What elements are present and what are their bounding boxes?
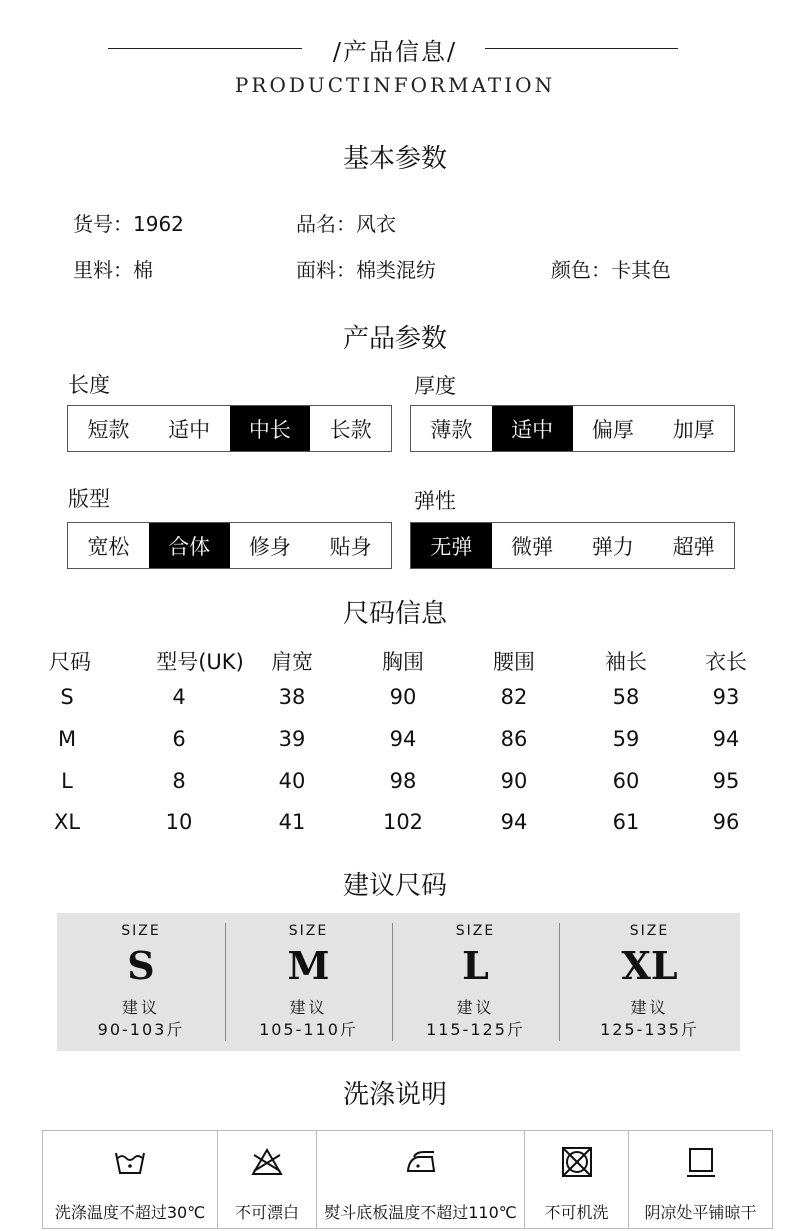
suggest-word: 建议 xyxy=(456,998,495,1017)
wash-table xyxy=(42,1130,773,1229)
param-options-length xyxy=(67,405,392,452)
suggest-word: 建议 xyxy=(121,998,160,1017)
table-row xyxy=(0,810,790,844)
param-option[interactable]: 无弹 xyxy=(411,523,492,568)
wash-text: 洗涤温度不超过30℃ xyxy=(54,1203,206,1222)
wash-item xyxy=(218,1131,317,1228)
size-cell: 94 xyxy=(389,727,417,751)
param-option[interactable]: 加厚 xyxy=(672,417,715,442)
size-letter: XL xyxy=(621,943,678,988)
weight-range: 105-110斤 xyxy=(259,1020,358,1039)
size-cell: S xyxy=(60,685,74,709)
param-label-elasticity: 弹性 xyxy=(414,489,456,513)
info-item-sku xyxy=(73,208,184,237)
size-cell: 82 xyxy=(500,685,528,709)
suggest-word: 建议 xyxy=(630,998,669,1017)
info-item-lining xyxy=(73,254,153,283)
param-options-elasticity xyxy=(410,522,735,569)
suggest-word: 建议 xyxy=(289,998,328,1017)
size-cell: 58 xyxy=(612,685,640,709)
param-option[interactable]: 超弹 xyxy=(672,534,715,559)
param-option[interactable]: 微弹 xyxy=(511,534,554,559)
wash-text: 阴凉处平铺晾干 xyxy=(644,1203,757,1222)
header-title: /产品信息/ xyxy=(332,38,458,66)
size-word: SIZE xyxy=(629,923,670,939)
info-item-fabric xyxy=(296,254,436,283)
header-subtitle: PRODUCTINFORMATION xyxy=(234,73,556,97)
size-cell: 60 xyxy=(612,769,640,793)
recommend-panel xyxy=(57,913,740,1051)
size-cell: 40 xyxy=(278,769,306,793)
param-options-fit xyxy=(67,522,392,569)
size-header-cell: 型号(UK) xyxy=(156,650,244,674)
wash-item xyxy=(525,1131,629,1228)
size-word: SIZE xyxy=(455,923,496,939)
info-item-name xyxy=(296,208,396,237)
size-cell: XL xyxy=(53,810,81,834)
size-header-cell: 尺码 xyxy=(49,650,91,674)
size-cell: 86 xyxy=(500,727,528,751)
param-option[interactable]: 偏厚 xyxy=(591,417,634,442)
param-option[interactable]: 宽松 xyxy=(87,534,130,559)
params-title: 产品参数 xyxy=(342,324,447,354)
weight-range: 125-135斤 xyxy=(600,1020,699,1039)
size-cell: M xyxy=(57,727,77,751)
recommend-item-xl xyxy=(559,913,740,1051)
size-cell: 6 xyxy=(172,727,186,751)
size-cell: 98 xyxy=(389,769,417,793)
param-label-length: 长度 xyxy=(68,373,110,397)
wash-text: 不可机洗 xyxy=(544,1203,609,1222)
info-value: 1962 xyxy=(133,212,184,236)
recommend-item-l xyxy=(392,913,559,1051)
size-cell: 96 xyxy=(712,810,740,834)
weight-range: 90-103斤 xyxy=(97,1020,185,1039)
size-header-cell: 袖长 xyxy=(605,650,647,674)
size-cell: 94 xyxy=(500,810,528,834)
size-info-title: 尺码信息 xyxy=(342,599,447,629)
basic-title: 基本参数 xyxy=(342,144,447,174)
table-row xyxy=(0,685,790,719)
info-item-color xyxy=(551,254,671,283)
size-cell: 38 xyxy=(278,685,306,709)
size-cell: 4 xyxy=(172,685,186,709)
size-header-cell: 衣长 xyxy=(705,650,747,674)
wash-title: 洗涤说明 xyxy=(342,1080,447,1110)
param-label-fit: 版型 xyxy=(68,487,110,511)
info-value: 棉类混纺 xyxy=(356,258,436,282)
info-value: 风衣 xyxy=(356,212,396,236)
recommend-item-s xyxy=(57,913,225,1051)
wash-text: 不可漂白 xyxy=(234,1203,299,1222)
wash-item xyxy=(629,1131,772,1228)
size-header-cell: 胸围 xyxy=(382,650,424,674)
size-cell: 10 xyxy=(165,810,193,834)
size-cell: 95 xyxy=(712,769,740,793)
size-table-header xyxy=(0,646,790,680)
param-option[interactable]: 短款 xyxy=(87,417,130,442)
size-cell: 59 xyxy=(612,727,640,751)
size-cell: 90 xyxy=(389,685,417,709)
weight-range: 115-125斤 xyxy=(426,1020,525,1039)
info-label: 里料： xyxy=(73,258,133,282)
param-option[interactable]: 薄款 xyxy=(430,417,473,442)
info-label: 品名： xyxy=(296,212,356,236)
size-letter: L xyxy=(462,943,489,988)
size-letter: M xyxy=(287,943,330,988)
param-option[interactable]: 适中 xyxy=(492,406,573,451)
wash-text: 熨斗底板温度不超过110℃ xyxy=(324,1203,517,1222)
size-cell: 90 xyxy=(500,769,528,793)
size-cell: 94 xyxy=(712,727,740,751)
info-label: 货号： xyxy=(73,212,133,236)
wash-item xyxy=(317,1131,525,1228)
size-cell: 41 xyxy=(278,810,306,834)
size-cell: 61 xyxy=(612,810,640,834)
size-header-cell: 腰围 xyxy=(493,650,535,674)
recommend-item-m xyxy=(225,913,392,1051)
size-cell: 102 xyxy=(382,810,424,834)
info-value: 卡其色 xyxy=(611,258,671,282)
size-cell: 8 xyxy=(172,769,186,793)
param-option[interactable]: 长款 xyxy=(329,417,372,442)
param-option[interactable]: 弹力 xyxy=(591,534,634,559)
wash-item xyxy=(43,1131,218,1228)
param-option[interactable]: 贴身 xyxy=(329,534,372,559)
iron-icon xyxy=(404,1145,438,1179)
table-row xyxy=(0,769,790,803)
table-row xyxy=(0,727,790,761)
line-dry-shade-icon xyxy=(684,1145,718,1179)
param-option[interactable]: 合体 xyxy=(149,523,230,568)
size-word: SIZE xyxy=(288,923,329,939)
no-machine-wash-icon xyxy=(560,1145,594,1179)
param-label-thickness: 厚度 xyxy=(414,374,456,398)
param-option[interactable]: 适中 xyxy=(168,417,211,442)
info-label: 面料： xyxy=(296,258,356,282)
size-cell: 39 xyxy=(278,727,306,751)
no-bleach-icon xyxy=(250,1145,284,1179)
param-option[interactable]: 修身 xyxy=(248,534,291,559)
info-value: 棉 xyxy=(133,258,153,282)
size-word: SIZE xyxy=(121,923,161,939)
param-options-thickness xyxy=(410,405,735,452)
size-cell: 93 xyxy=(712,685,740,709)
recommend-title: 建议尺码 xyxy=(342,871,447,901)
wash-tub-icon xyxy=(113,1145,147,1179)
param-option[interactable]: 中长 xyxy=(230,406,311,451)
info-label: 颜色： xyxy=(551,258,611,282)
size-letter: S xyxy=(127,943,155,988)
size-header-cell: 肩宽 xyxy=(271,650,313,674)
size-cell: L xyxy=(61,769,73,793)
